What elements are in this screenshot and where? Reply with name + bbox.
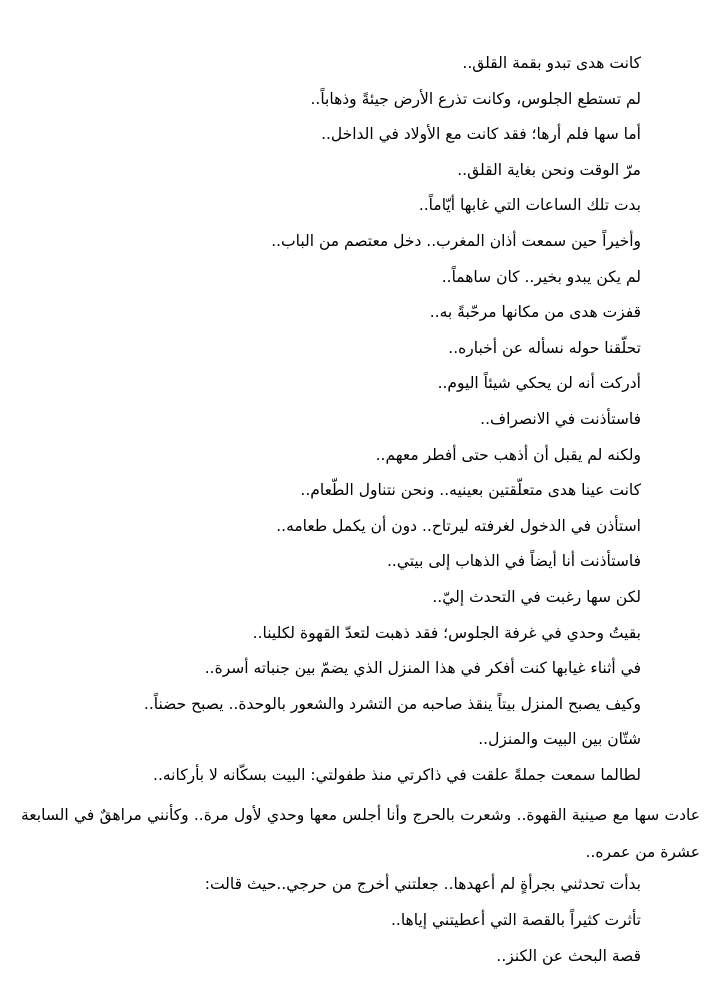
paragraph-line: بدأت تحدثني بجرأةٍ لم أعهدها.. جعلتني أخرج من حرجي..حيث قالت: xyxy=(204,875,641,894)
paragraph-line: قصة البحث عن الكنز.. xyxy=(496,946,641,965)
paragraph-line: لطالما سمعت جملةً علقت في ذاكرتي منذ طفولتي: البيت بسكّانه لا بأركانه.. xyxy=(153,765,641,784)
paragraph-line: تحلّقنا حوله نسأله عن أخباره.. xyxy=(448,338,641,357)
paragraph-line: بدت تلك الساعات التي غابها أيّاماً.. xyxy=(418,196,641,215)
paragraph-line: قفزت هدى من مكانها مرحّبةً به.. xyxy=(429,303,641,322)
paragraph-line: تأثرت كثيراً بالقصة التي أعطيتني إياها.. xyxy=(390,911,641,930)
paragraph-line: وكيف يصبح المنزل بيتاً ينقذ صاحبه من التشرد والشعور بالوحدة.. يصبح حضناً.. xyxy=(143,694,641,713)
paragraph-line: أدركت أنه لن يحكي شيئاً اليوم.. xyxy=(437,374,641,393)
paragraph-line: بقيتُ وحدي في غرفة الجلوس؛ فقد ذهبت لتعدّ القهوة لكلينا.. xyxy=(252,623,641,642)
paragraph-line: كانت عينا هدى متعلّقتين بعينيه.. ونحن نتناول الطّعام.. xyxy=(300,481,641,500)
document-body xyxy=(21,50,700,978)
paragraph-line: فاستأذنت في الانصراف.. xyxy=(480,409,641,428)
paragraph-line: شتّان بين البيت والمنزل.. xyxy=(478,730,641,749)
paragraph-line: وأخيراً حين سمعت أذان المغرب.. دخل معتصم من الباب.. xyxy=(271,231,641,250)
paragraph-line: ولكنه لم يقبل أن أذهب حتى أفطر معهم.. xyxy=(375,445,641,464)
paragraph-line: أما سها فلم أرها؛ فقد كانت مع الأولاد في الداخل.. xyxy=(321,125,641,144)
paragraph-line-wrapped: عادت سها مع صينية القهوة.. وشعرت بالحرج وأنا أجلس معها وحدي لأول مرة.. وكأنني مراهقٌ في السابعة عشرة من عمره.. xyxy=(21,806,700,862)
paragraph-line: في أثناء غيابها كنت أفكر في هذا المنزل الذي يضمّ بين جنباته أسرة.. xyxy=(204,659,641,678)
paragraph-line: فاستأذنت أنا أيضاً في الذهاب إلى بيتي.. xyxy=(386,552,641,571)
paragraph-line: لم يكن يبدو بخير.. كان ساهماً.. xyxy=(441,267,641,286)
paragraph-line: لم تستطع الجلوس، وكانت تذرع الأرض جيئةً وذهاباً.. xyxy=(310,89,641,108)
paragraph-line: مرّ الوقت ونحن بغاية القلق.. xyxy=(457,160,641,179)
paragraph-line: لكن سها رغبت في التحدث إليّ.. xyxy=(432,587,641,606)
paragraph-line: كانت هدى تبدو بقمة القلق.. xyxy=(462,54,641,72)
paragraph-line: استأذن في الدخول لغرفته ليرتاح.. دون أن يكمل طعامه.. xyxy=(276,516,641,535)
